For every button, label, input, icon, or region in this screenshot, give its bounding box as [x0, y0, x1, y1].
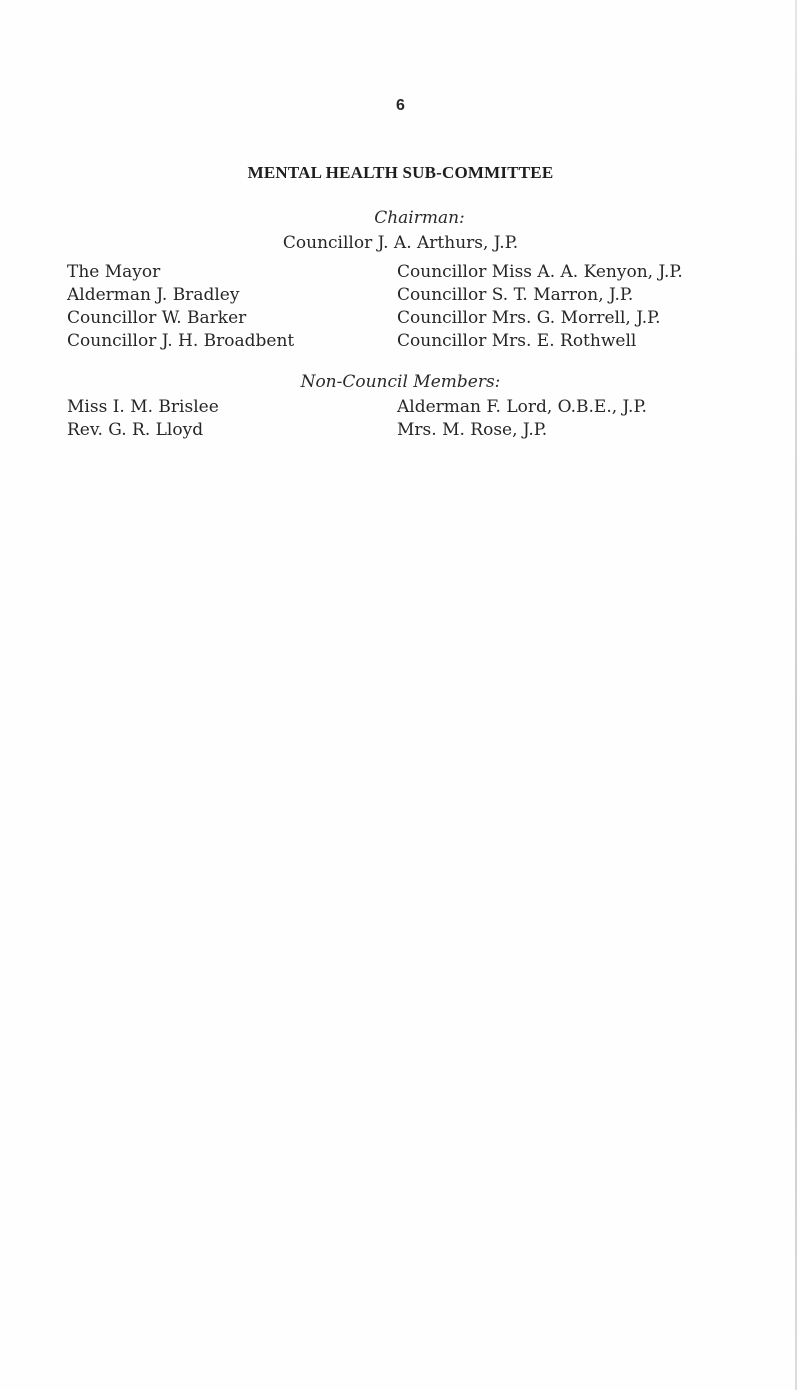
non-council-left-column [67, 396, 219, 442]
non-council-label: Non-Council Members: [300, 372, 501, 392]
chairman-name: Councillor J. A. Arthurs, J.P. [282, 233, 519, 253]
member-item: The Mayor [67, 262, 161, 282]
member-item: Councillor W. Barker [67, 308, 247, 328]
member-item: Councillor Mrs. E. Rothwell [397, 331, 637, 351]
page-title: MENTAL HEALTH SUB-COMMITTEE [247, 163, 554, 182]
member-item: Councillor Mrs. G. Morrell, J.P. [397, 308, 661, 328]
member-item: Alderman J. Bradley [67, 285, 240, 305]
member-item: Councillor Miss A. A. Kenyon, J.P. [397, 262, 683, 282]
non-council-item: Miss I. M. Brislee [67, 397, 219, 417]
members-left-column [67, 261, 294, 353]
member-item: Councillor J. H. Broadbent [67, 331, 295, 351]
non-council-item: Mrs. M. Rose, J.P. [397, 420, 548, 440]
non-council-right-column [397, 396, 647, 442]
member-item: Councillor S. T. Marron, J.P. [397, 285, 634, 305]
non-council-item: Alderman F. Lord, O.B.E., J.P. [397, 397, 647, 417]
members-right-column [397, 261, 683, 353]
chairman-label: Chairman: [374, 208, 465, 228]
page-number: 6 [396, 97, 405, 114]
non-council-item: Rev. G. R. Lloyd [67, 420, 204, 440]
